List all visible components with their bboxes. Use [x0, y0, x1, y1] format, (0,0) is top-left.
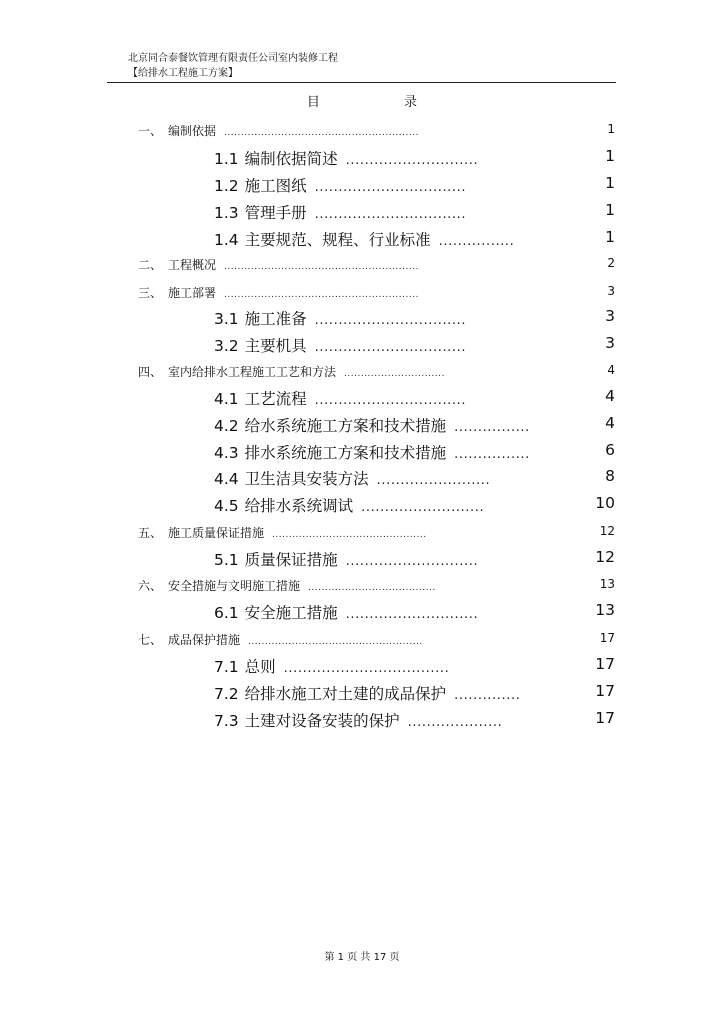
toc-entry-label: 主要规范、规程、行业标准: [244, 231, 431, 249]
toc-page-number: 3: [605, 334, 615, 352]
toc-entry-number: 1.3: [214, 204, 239, 222]
toc-entry-number: 三、: [138, 286, 163, 300]
toc-entry-number: 4.2: [214, 417, 239, 435]
header-document-title: 【给排水工程施工方案】: [128, 68, 238, 79]
toc-leader-dots: ....................................................: [248, 637, 423, 647]
toc-leader-dots: ................: [454, 447, 530, 462]
toc-leader-dots: ...................................: [283, 661, 450, 676]
toc-title: 目 录: [306, 95, 458, 110]
toc-entry-4[interactable]: [138, 363, 445, 380]
toc-leader-dots: ....................: [407, 715, 503, 730]
toc-entry-number: 7.3: [214, 712, 239, 730]
toc-entry-label: 安全施工措施: [244, 604, 338, 622]
toc-entry-label: 排水系统施工方案和技术措施: [244, 444, 447, 462]
toc-entry-label: 施工图纸: [244, 177, 307, 195]
toc-entry-number: 4.3: [214, 444, 239, 462]
toc-entry-number: 5.1: [214, 551, 239, 569]
toc-entry-number: 3.2: [214, 337, 239, 355]
toc-page-number: 1: [605, 174, 615, 192]
toc-entry-number: 二、: [138, 258, 163, 272]
toc-entry-number: 1.2: [214, 177, 239, 195]
toc-entry-7-3[interactable]: [214, 709, 502, 731]
toc-entry-number: 七、: [138, 633, 163, 647]
toc-entry-number: 4.4: [214, 470, 239, 488]
toc-entry-label: 给排水施工对土建的成品保护: [244, 685, 447, 703]
toc-entry-6[interactable]: [138, 577, 436, 594]
toc-entry-label: 编制依据简述: [244, 150, 338, 168]
toc-page-number: 3: [607, 284, 615, 298]
toc-page-number: 1: [607, 122, 615, 136]
toc-leader-dots: ............................: [345, 554, 479, 569]
toc-leader-dots: ........................: [376, 473, 491, 488]
toc-entry-number: 3.1: [214, 310, 239, 328]
toc-page-number: 4: [607, 363, 615, 377]
toc-page-number: 10: [595, 494, 615, 512]
toc-page-number: 4: [605, 387, 615, 405]
toc-page-number: 1: [605, 228, 615, 246]
toc-entry-number: 7.2: [214, 685, 239, 703]
toc-entry-number: 4.1: [214, 390, 239, 408]
toc-page-number: 17: [595, 682, 615, 700]
toc-leader-dots: ..............................: [344, 369, 445, 379]
toc-leader-dots: ..........................: [361, 500, 485, 515]
toc-leader-dots: ................: [454, 420, 530, 435]
toc-leader-dots: ..............: [454, 688, 521, 703]
toc-entry-label: 土建对设备安装的保护: [244, 712, 400, 730]
toc-entry-7-2[interactable]: [214, 682, 520, 704]
toc-entry-6-1[interactable]: [214, 601, 478, 623]
toc-entry-number: 7.1: [214, 658, 239, 676]
header-company-line: 北京同合泰餐饮管理有限责任公司室内装修工程: [128, 53, 338, 64]
toc-entry-3[interactable]: [138, 284, 419, 301]
toc-entry-label: 主要机具: [244, 337, 307, 355]
toc-entry-label: 卫生洁具安装方法: [244, 470, 369, 488]
toc-page-number: 8: [605, 467, 615, 485]
toc-leader-dots: ................................: [314, 313, 467, 328]
toc-entry-4-3[interactable]: [214, 441, 530, 463]
toc-page-number: 1: [605, 201, 615, 219]
toc-entry-label: 给水系统施工方案和技术措施: [244, 417, 447, 435]
toc-entry-3-1[interactable]: [214, 307, 466, 329]
toc-entry-1-2[interactable]: [214, 174, 466, 196]
toc-leader-dots: ................................: [314, 180, 467, 195]
toc-page-number: 4: [605, 414, 615, 432]
toc-leader-dots: ..........................................................: [224, 128, 419, 138]
toc-page-number: 12: [595, 548, 615, 566]
toc-page-number: 13: [599, 577, 615, 591]
toc-entry-label: 施工部署: [168, 286, 217, 300]
toc-entry-7[interactable]: [138, 631, 423, 648]
toc-entry-label: 室内给排水工程施工工艺和方法: [168, 365, 337, 379]
toc-entry-number: 六、: [138, 579, 163, 593]
toc-entry-label: 成品保护措施: [168, 633, 241, 647]
toc-entry-4-2[interactable]: [214, 414, 530, 436]
page-footer: 第 1 页 共 17 页: [324, 952, 400, 963]
toc-entry-label: 总则: [244, 658, 276, 676]
toc-page-number: 12: [599, 524, 615, 538]
toc-page-number: 13: [595, 601, 615, 619]
toc-entry-number: 1.1: [214, 150, 239, 168]
toc-leader-dots: ..........................................................: [224, 262, 419, 272]
toc-entry-1[interactable]: [138, 122, 419, 139]
toc-entry-number: 6.1: [214, 604, 239, 622]
toc-entry-number: 一、: [138, 124, 163, 138]
toc-leader-dots: ............................: [345, 153, 479, 168]
toc-entry-number: 五、: [138, 526, 163, 540]
toc-entry-1-3[interactable]: [214, 201, 466, 223]
toc-entry-label: 工艺流程: [244, 390, 307, 408]
toc-page-number: 17: [595, 655, 615, 673]
toc-entry-label: 安全措施与文明施工措施: [168, 579, 301, 593]
toc-page-number: 17: [595, 709, 615, 727]
toc-leader-dots: ..............................................: [272, 530, 427, 540]
toc-entry-1-4[interactable]: [214, 228, 514, 250]
toc-leader-dots: ................................: [314, 393, 467, 408]
toc-entry-label: 编制依据: [168, 124, 217, 138]
toc-entry-label: 质量保证措施: [244, 551, 338, 569]
toc-entry-5[interactable]: [138, 524, 427, 541]
toc-leader-dots: ................: [438, 234, 515, 249]
toc-entry-3-2[interactable]: [214, 334, 466, 356]
toc-leader-dots: ................................: [314, 340, 467, 355]
toc-entry-label: 管理手册: [244, 204, 307, 222]
toc-page-number: 3: [605, 307, 615, 325]
toc-entry-label: 工程概况: [168, 258, 217, 272]
toc-entry-number: 4.5: [214, 497, 239, 515]
toc-page-number: 2: [607, 256, 615, 270]
toc-page-number: 6: [605, 441, 615, 459]
toc-entry-4-5[interactable]: [214, 494, 484, 516]
toc-entry-number: 1.4: [214, 231, 239, 249]
toc-entry-number: 四、: [138, 365, 163, 379]
toc-entry-label: 施工准备: [244, 310, 307, 328]
toc-entry-2[interactable]: [138, 256, 419, 273]
toc-leader-dots: ..........................................................: [224, 290, 419, 300]
toc-entry-4-4[interactable]: [214, 467, 490, 489]
toc-leader-dots: ............................: [345, 607, 479, 622]
toc-page-number: 17: [599, 631, 615, 645]
toc-leader-dots: ................................: [314, 207, 467, 222]
toc-entry-1-1[interactable]: [214, 147, 478, 169]
toc-entry-label: 施工质量保证措施: [168, 526, 265, 540]
toc-entry-5-1[interactable]: [214, 548, 478, 570]
toc-entry-7-1[interactable]: [214, 655, 449, 677]
toc-page-number: 1: [605, 147, 615, 165]
toc-entry-label: 给排水系统调试: [244, 497, 354, 515]
toc-leader-dots: ......................................: [308, 583, 436, 593]
toc-entry-4-1[interactable]: [214, 387, 466, 409]
